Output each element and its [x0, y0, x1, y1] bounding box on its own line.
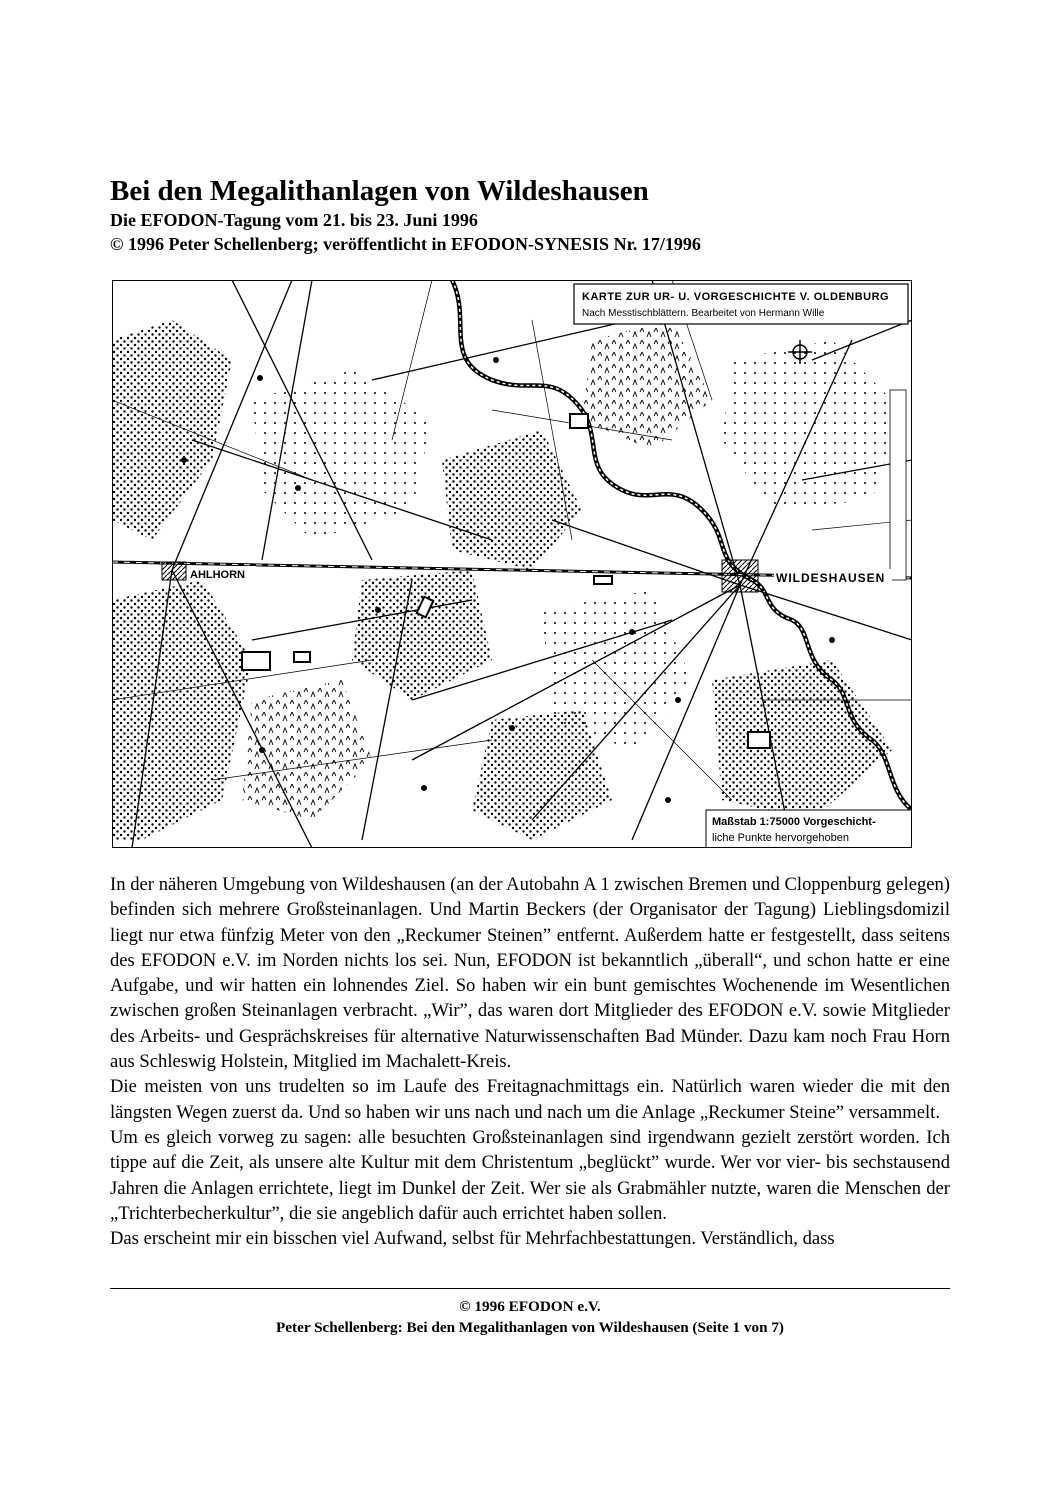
archaeological-map	[112, 280, 912, 848]
body-paragraph: In der näheren Umgebung von Wildeshausen (an der Autobahn A 1 zwischen Bremen und Cloppenburg gelegen) befinden sich mehrere Großsteinanlagen. Und Martin Beckers (der Organisator der Tagung) Lieblingsdomizil liegt nur etwa fünfzig Meter von den „Reckumer Steinen” entfernt. Außerdem hatte er festgestellt, dass seitens des EFODON e.V. im Norden nichts los sei. Nun, EFODON ist bekanntlich „überall“, und schon hatte er eine Aufgabe, und wir hatten ein lohnendes Ziel. So haben wir ein bunt gemischtes Wochenende im Wesentlichen zwischen großen Steinanlagen verbracht. „Wir”, das waren dort Mitglieder des EFODON e.V. sowie Mitglieder des Arbeits- und Gesprächskreises für alternative Naturwissenschaften Bad Münder. Dazu kam noch Frau Horn aus Schleswig Holstein, Mitglied im Machalett-Kreis.	[110, 874, 950, 1073]
map-header-line1: KARTE ZUR UR- U. VORGESCHICHTE V. OLDENBURG	[582, 291, 890, 303]
ahlhorn-town-block	[162, 562, 186, 580]
megalith-site-marker	[594, 576, 612, 584]
map-header-line2: Nach Messtischblättern. Bearbeitet von Hermann Wille	[582, 308, 825, 319]
copyright-line: © 1996 Peter Schellenberg; veröffentlicht in EFODON-SYNESIS Nr. 17/1996	[110, 234, 701, 254]
page-footer	[110, 1296, 950, 1338]
body-paragraph: Das erscheint mir ein bisschen viel Aufwand, selbst für Mehrfachbestattungen. Verständlich, dass	[110, 1228, 835, 1250]
document-header	[110, 174, 955, 256]
page-title: Bei den Megalithanlagen von Wildeshausen	[110, 175, 649, 207]
map-figure	[112, 280, 912, 848]
label-ahlhorn: AHLHORN	[190, 569, 245, 581]
megalith-site-marker	[748, 732, 770, 748]
body-paragraph: Die meisten von uns trudelten so im Laufe des Freitagnachmittags ein. Natürlich waren wieder die mit den längsten Wegen zuerst da. Und so haben wir uns nach und nach um die Anlage „Reckumer Steine” versammelt.	[110, 1076, 950, 1123]
map-scale-line2: liche Punkte hervorgehoben	[712, 832, 849, 844]
footer-copyright: © 1996 EFODON e.V.	[459, 1298, 601, 1315]
article-body	[110, 872, 950, 1251]
megalith-site-marker	[242, 652, 270, 670]
megalith-site-marker	[570, 414, 588, 428]
label-wildeshausen: WILDESHAUSEN	[776, 571, 886, 585]
page-subtitle: Die EFODON-Tagung vom 21. bis 23. Juni 1996	[110, 210, 478, 230]
wildeshausen-town-block	[722, 560, 758, 592]
megalith-site-marker	[294, 652, 310, 662]
body-paragraph: Um es gleich vorweg zu sagen: alle besuchten Großsteinanlagen sind irgendwann gezielt zerstört worden. Ich tippe auf die Zeit, als unsere alte Kultur mit dem Christentum „beglückt” wurde. Wer vor vier- bis sechstausend Jahren die Anlagen errichtete, liegt im Dunkel der Zeit. Wer sie als Grabmähler nutzte, waren die Menschen der „Trichterbecherkultur”, die sie angeblich dafür auch errichtet haben sollen.	[110, 1126, 950, 1224]
footer-divider	[110, 1288, 950, 1289]
footer-page-info: Peter Schellenberg: Bei den Megalithanlagen von Wildeshausen (Seite 1 von 7)	[276, 1319, 784, 1336]
map-edge-label-strip	[890, 390, 906, 580]
map-scale-line1: Maßstab 1:75000 Vorgeschicht-	[712, 816, 876, 828]
